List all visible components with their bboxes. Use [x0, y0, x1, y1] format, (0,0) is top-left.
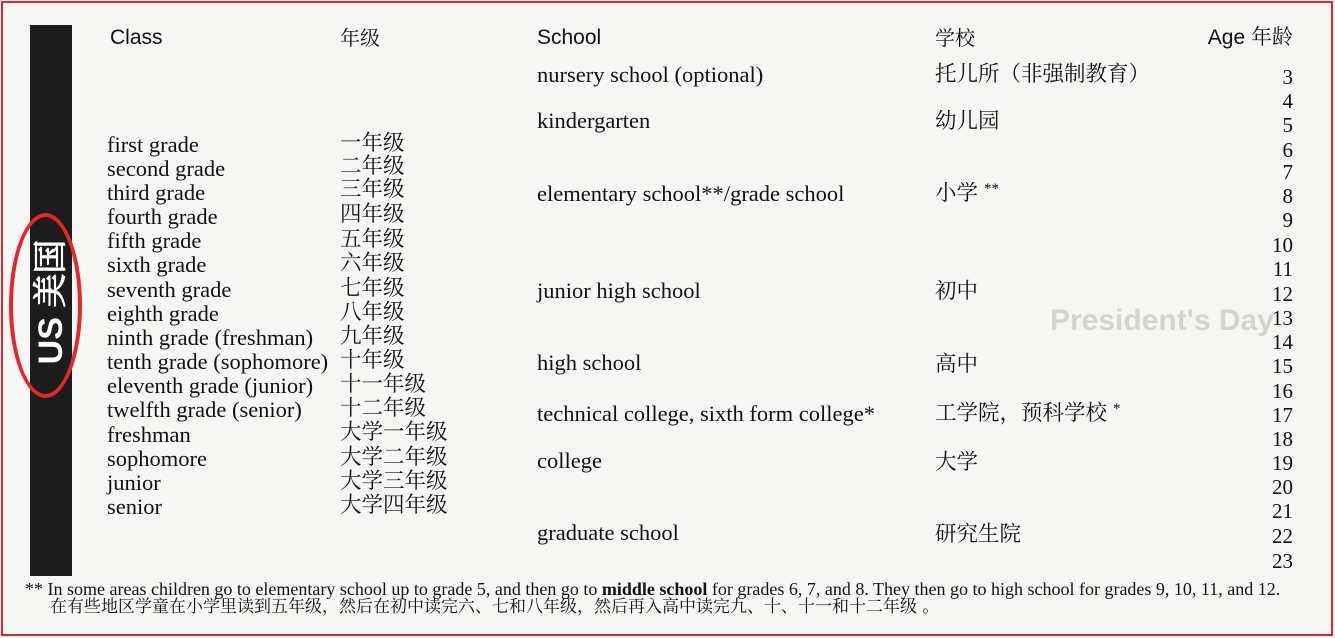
grade-cn-cell: 四年级 [340, 202, 405, 227]
school-cell: junior high school [537, 278, 701, 303]
school-cn-cell [935, 402, 1121, 426]
school-cn-cell [935, 182, 999, 206]
school-cell: nursery school (optional) [537, 62, 764, 87]
grade-cn-cell: 九年级 [340, 324, 405, 349]
class-cell: ninth grade (freshman) [107, 325, 314, 350]
age-cell: 9 [1282, 208, 1293, 232]
age-cell: 14 [1272, 330, 1293, 354]
grade-cn-cell: 一年级 [340, 131, 405, 156]
school-cn-cell: 托儿所（非强制教育） [935, 62, 1151, 87]
footnote-marker: ** [984, 181, 1000, 197]
grade-cn-cell: 七年级 [340, 276, 405, 301]
grade-cn-cell: 大学三年级 [340, 469, 448, 494]
school-cn-cell: 幼儿园 [935, 109, 1000, 134]
class-cell: seventh grade [107, 277, 232, 302]
grade-cn-cell: 十年级 [340, 348, 405, 373]
school-cn-cell: 大学 [935, 450, 979, 475]
class-cell: sophomore [107, 446, 207, 471]
header-grade-cn: 年级 [340, 26, 380, 50]
age-cell: 18 [1272, 427, 1293, 451]
grade-cn-cell: 十二年级 [340, 396, 427, 421]
school-cell: kindergarten [537, 108, 651, 133]
age-cell: 4 [1282, 89, 1293, 113]
age-cell: 8 [1282, 184, 1293, 208]
school-cell: college [537, 448, 602, 473]
class-cell: eleventh grade (junior) [107, 373, 314, 398]
class-cell: third grade [107, 180, 206, 205]
age-cell: 20 [1272, 475, 1293, 499]
header-school-cn: 学校 [935, 26, 975, 50]
grade-cn-cell: 大学二年级 [340, 445, 448, 470]
age-cell: 12 [1272, 282, 1293, 306]
footnote-text: for grades 6, 7, and 8. They then go to high school for grades 9, 10, 11, and 12. [707, 579, 1281, 599]
class-cell: twelfth grade (senior) [107, 397, 302, 422]
school-cn-cell: 研究生院 [935, 522, 1022, 547]
header-class: Class [110, 26, 163, 49]
school-cell: graduate school [537, 520, 679, 545]
show-through-heading: President's Day [1050, 304, 1274, 337]
footnote-english [25, 579, 1280, 599]
class-cell: senior [107, 494, 162, 519]
age-cell: 17 [1272, 403, 1293, 427]
grade-cn-cell: 大学四年级 [340, 493, 448, 518]
age-cell: 15 [1272, 354, 1293, 378]
footnote-marker: * [1113, 401, 1121, 417]
grade-cn-cell: 十一年级 [340, 372, 427, 397]
country-label: US 美国 [32, 239, 70, 365]
school-cn-cell: 初中 [935, 279, 979, 304]
grade-cn-cell: 八年级 [340, 300, 405, 325]
age-cell: 22 [1272, 524, 1293, 548]
header-age: Age 年龄 [1207, 26, 1293, 49]
class-cell: sixth grade [107, 252, 207, 277]
class-cell: fifth grade [107, 228, 202, 253]
class-cell: freshman [107, 422, 191, 447]
class-cell: junior [107, 470, 161, 495]
school-cn-cell: 高中 [935, 352, 979, 377]
class-cell: first grade [107, 132, 199, 157]
class-cell: eighth grade [107, 301, 219, 326]
class-cell: second grade [107, 156, 226, 181]
grade-cn-cell: 六年级 [340, 251, 405, 276]
age-cell: 11 [1272, 257, 1293, 281]
footnote-text: ** In some areas children go to elementary school up to grade 5, and then go to [25, 579, 602, 599]
grade-cn-cell: 三年级 [340, 177, 405, 202]
footnote-bold-term: middle school [601, 579, 708, 599]
class-cell: tenth grade (sophomore) [107, 349, 329, 374]
age-cell: 10 [1272, 233, 1293, 257]
age-cell: 23 [1272, 549, 1293, 573]
header-school: School [537, 26, 602, 49]
school-cell: high school [537, 350, 642, 375]
highlight-circle [9, 213, 82, 398]
school-cn-text: 工学院，预科学校 [935, 401, 1108, 426]
age-cell: 6 [1282, 138, 1293, 162]
age-cell: 19 [1272, 451, 1293, 475]
age-cell: 13 [1272, 306, 1293, 330]
age-cell: 21 [1272, 499, 1293, 523]
school-cn-text: 小学 [935, 181, 979, 206]
school-cell: technical college, sixth form college* [537, 401, 875, 426]
age-cell: 5 [1282, 113, 1293, 137]
school-cell: elementary school**/grade school [537, 181, 845, 206]
age-cell: 16 [1272, 379, 1293, 403]
grade-cn-cell: 二年级 [340, 154, 405, 179]
grade-cn-cell: 五年级 [340, 227, 405, 252]
age-cell: 3 [1282, 65, 1293, 89]
grade-cn-cell: 大学一年级 [340, 420, 448, 445]
footnote-chinese: 在有些地区学童在小学里读到五年级，然后在初中读完六、七和八年级，然后再入高中读完九、十、十一和十二年级 。 [50, 597, 940, 617]
class-cell: fourth grade [107, 204, 218, 229]
age-cell: 7 [1282, 160, 1293, 184]
